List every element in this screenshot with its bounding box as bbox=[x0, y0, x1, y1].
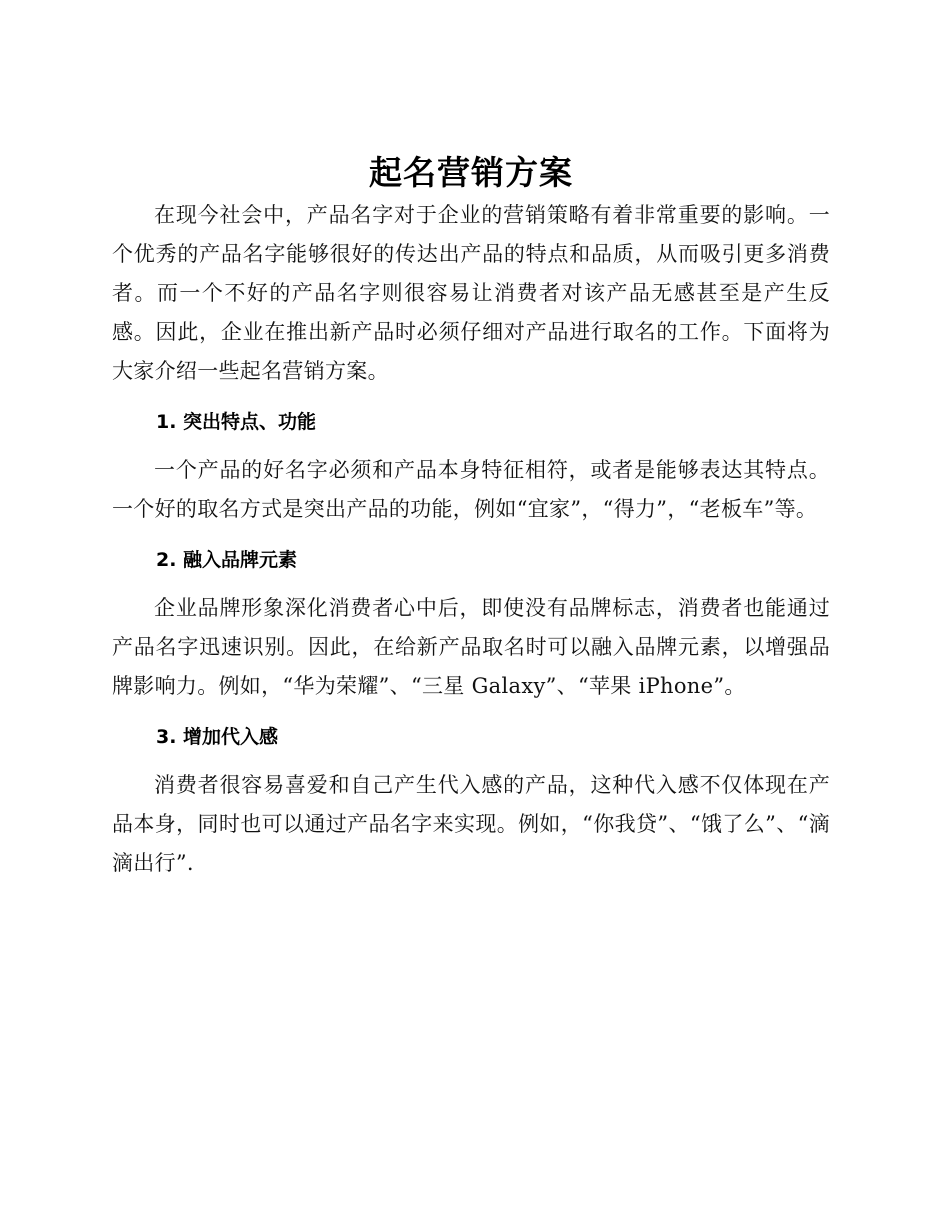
document-content bbox=[112, 150, 830, 883]
spacer bbox=[112, 529, 830, 545]
section-body-2: 企业品牌形象深化消费者心中后，即使没有品牌标志，消费者也能通过产品名字迅速识别。因此，在给新产品取名时可以融入品牌元素，以增强品牌影响力。例如，“华为荣耀”、“三星 Galaxy”、“苹果 iPhone”。 bbox=[112, 596, 830, 698]
section-body-1: 一个产品的好名字必须和产品本身特征相符，或者是能够表达其特点。一个好的取名方式是突出产品的功能，例如“宜家”，“得力”，“老板车”等。 bbox=[112, 458, 830, 521]
spacer bbox=[112, 437, 830, 451]
spacer bbox=[112, 752, 830, 766]
spacer bbox=[112, 575, 830, 589]
section-heading-1: 1. 突出特点、功能 bbox=[156, 411, 317, 433]
spacer bbox=[112, 391, 830, 407]
section-body-3: 消费者很容易喜爱和自己产生代入感的产品，这种代入感不仅体现在产品本身，同时也可以通过产品名字来实现。例如，“你我贷”、“饿了么”、“滴滴出行”. bbox=[112, 773, 830, 875]
section-heading-2: 2. 融入品牌元素 bbox=[156, 549, 298, 571]
document-title: 起名营销方案 bbox=[369, 153, 573, 192]
spacer bbox=[112, 706, 830, 722]
section-heading-3: 3. 增加代入感 bbox=[156, 726, 279, 748]
intro-paragraph: 在现今社会中，产品名字对于企业的营销策略有着非常重要的影响。一个优秀的产品名字能够很好的传达出产品的特点和品质，从而吸引更多消费者。而一个不好的产品名字则很容易让消费者对该产品无感甚至是产生反感。因此，企业在推出新产品时必须仔细对产品进行取名的工作。下面将为大家介绍一些起名营销方案。 bbox=[112, 203, 830, 383]
